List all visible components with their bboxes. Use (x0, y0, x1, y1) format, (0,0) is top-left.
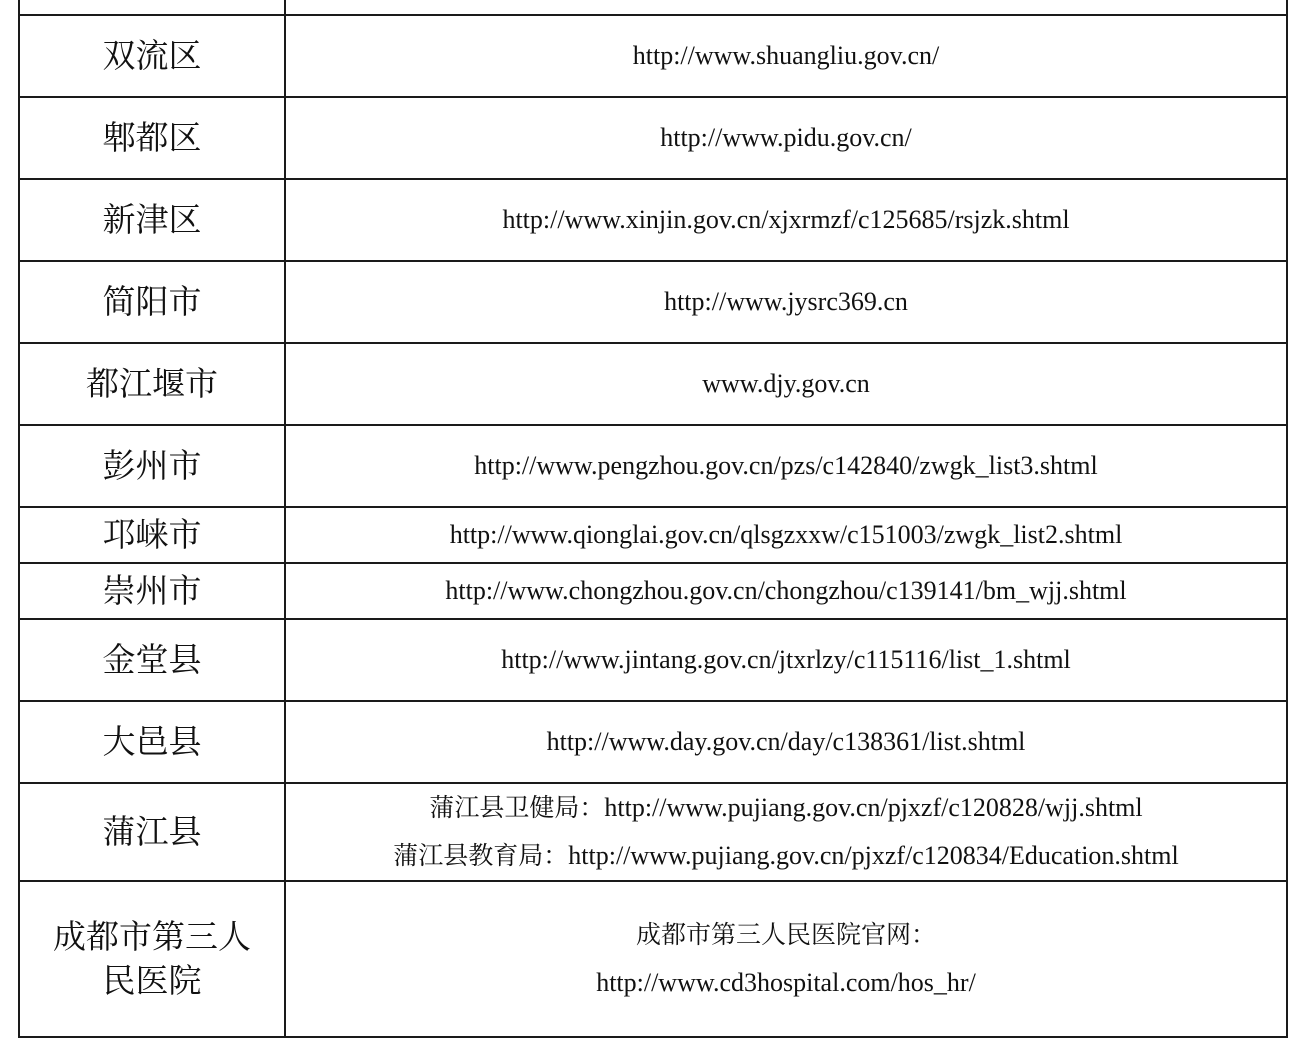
district-name-cell: 简阳市 (19, 261, 285, 343)
district-name-cell (19, 881, 285, 1037)
table-row (19, 783, 1287, 881)
website-url-link[interactable]: http://www.pujiang.gov.cn/pjxzf/c120828/wjj.shtml (604, 793, 1143, 822)
district-name-cell: 都江堰市 (19, 343, 285, 425)
website-url-cell (285, 783, 1287, 881)
website-url-link[interactable]: http://www.shuangliu.gov.cn/ (285, 15, 1287, 97)
table-row (19, 97, 1287, 179)
district-name-cell: 金堂县 (19, 619, 285, 701)
district-name-cell: 彭州市 (19, 425, 285, 507)
district-name-cell: 新津区 (19, 179, 285, 261)
district-name-cell (19, 0, 285, 15)
website-url-link[interactable]: http://www.pidu.gov.cn/ (285, 97, 1287, 179)
district-name-cell: 郫都区 (19, 97, 285, 179)
website-url-link[interactable]: www.djy.gov.cn (285, 343, 1287, 425)
table-row (19, 15, 1287, 97)
website-url-link[interactable]: http://www.pujiang.gov.cn/pjxzf/c120834/Education.shtml (568, 841, 1179, 870)
department-label: 蒲江县教育局： (393, 841, 569, 870)
website-url-link[interactable]: http://www.cd3hospital.com/hos_hr/ (596, 968, 976, 997)
website-url-link[interactable]: http://www.day.gov.cn/day/c138361/list.shtml (285, 701, 1287, 783)
district-website-table (18, 0, 1288, 1038)
website-url-link[interactable]: http://www.jintang.gov.cn/jtxrlzy/c115116/list_1.shtml (285, 619, 1287, 701)
table-row (19, 563, 1287, 619)
district-name-cell: 大邑县 (19, 701, 285, 783)
district-name-cell: 崇州市 (19, 563, 285, 619)
table-row (19, 507, 1287, 563)
table-row (19, 619, 1287, 701)
table-row (19, 343, 1287, 425)
website-url-link[interactable]: http://www.chongzhou.gov.cn/chongzhou/c139141/bm_wjj.shtml (285, 563, 1287, 619)
website-url-link[interactable]: http://www.xinjin.gov.cn/xjxrmzf/c125685/rsjzk.shtml (285, 179, 1287, 261)
website-url-cell (285, 0, 1287, 15)
table-row (19, 425, 1287, 507)
name-line: 成都市第三人 (53, 917, 251, 956)
district-name-cell: 邛崃市 (19, 507, 285, 563)
table-row (19, 179, 1287, 261)
url-line (286, 784, 1286, 832)
district-name-cell: 双流区 (19, 15, 285, 97)
website-url-link[interactable]: http://www.qionglai.gov.cn/qlsgzxxw/c151003/zwgk_list2.shtml (285, 507, 1287, 563)
website-url-link[interactable]: http://www.jysrc369.cn (285, 261, 1287, 343)
district-name-cell: 蒲江县 (19, 783, 285, 881)
table-row (19, 0, 1287, 15)
table-row (19, 261, 1287, 343)
url-line (286, 832, 1286, 880)
website-url-cell (285, 881, 1287, 1037)
website-url-link[interactable]: http://www.pengzhou.gov.cn/pzs/c142840/zwgk_list3.shtml (285, 425, 1287, 507)
name-line: 民医院 (102, 961, 202, 1000)
table-row (19, 701, 1287, 783)
table-row (19, 881, 1287, 1037)
department-label: 蒲江县卫健局： (429, 793, 605, 822)
site-label: 成都市第三人民医院官网： (635, 920, 936, 949)
